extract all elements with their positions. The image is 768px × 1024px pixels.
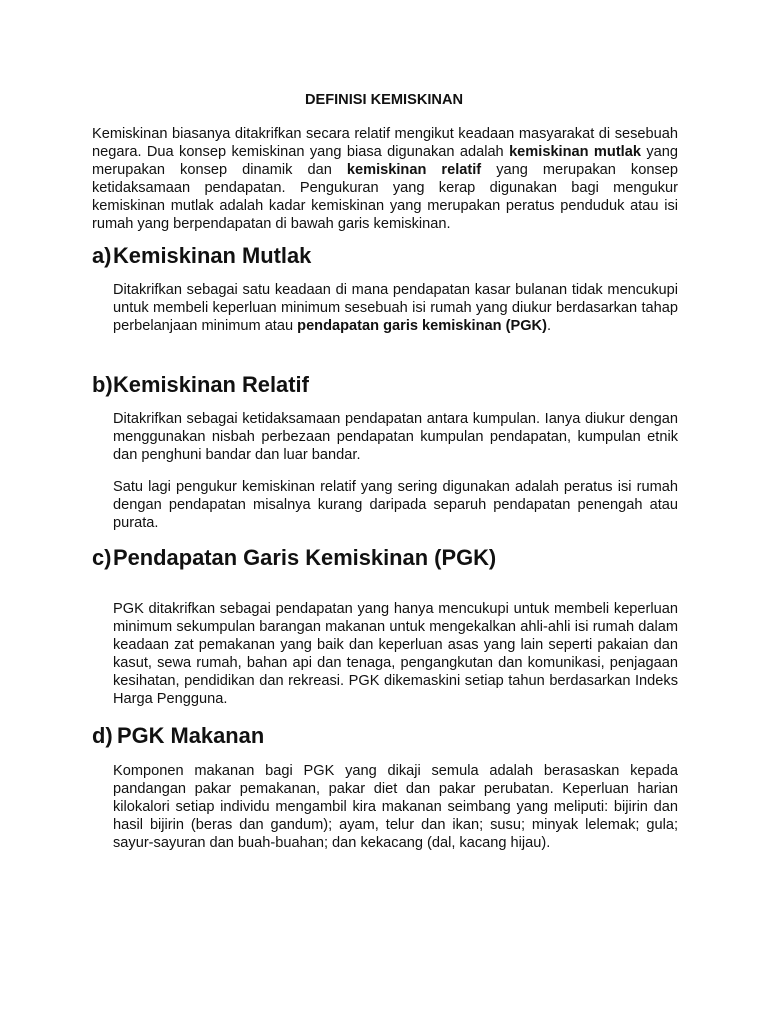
section-c-title: Pendapatan Garis Kemiskinan (PGK) (113, 545, 497, 570)
page-title: DEFINISI KEMISKINAN (304, 92, 464, 108)
section-c-heading (92, 545, 678, 570)
intro-text-1: Kemiskinan biasanya ditakrifkan secara relatif mengikut keadaan masyarakat di sesebuah negara. Dua konsep kemiskinan yang biasa digunakan adalah (92, 126, 678, 160)
section-b-paragraph-2: Satu lagi pengukur kemiskinan relatif yang sering digunakan adalah peratus isi rumah dengan pendapatan misalnya kurang daripada separuh pendapatan penengah atau purata. (113, 479, 678, 531)
section-a-bold-pgk: pendapatan garis kemiskinan (PGK) (297, 318, 547, 334)
section-d-heading (92, 723, 678, 748)
intro-text-3: yang merupakan konsep ketidaksamaan pendapatan. Pengukuran yang kerap digunakan bagi mengukur kemiskinan mutlak adalah kadar kemiskinan yang merupakan peratus penduduk atau isi rumah yang berpendapatan di bawah garis kemiskinan. (92, 162, 678, 232)
section-a-heading (92, 243, 678, 268)
intro-bold-relatif: kemiskinan relatif (346, 162, 482, 178)
section-b-paragraph-1: Ditakrifkan sebagai ketidaksamaan pendapatan antara kumpulan. Ianya diukur dengan menggunakan nisbah perbezaan pendapatan kumpulan pendapatan, kumpulan etnik dan penghuni bandar dan luar bandar. (113, 411, 678, 463)
intro-text-2: yang merupakan konsep dinamik dan (92, 144, 679, 178)
section-d-marker: d) (92, 723, 113, 748)
section-a-end: . (546, 318, 552, 334)
intro-bold-mutlak: kemiskinan mutlak (509, 144, 641, 160)
section-d-paragraph: Komponen makanan bagi PGK yang dikaji semula adalah berasaskan kepada pandangan pakar pemakanan, pakar diet dan pakar perubatan. Keperluan harian kilokalori setiap individu mengambil kira makanan seimbang yang meliputi: bijirin dan hasil bijirin (beras dan gandum); ayam, telur dan ikan; susu; minyak lelemak; gula; sayur-sayuran dan buah-buahan; dan kekacang (dal, kacang hijau). (113, 763, 678, 851)
intro-paragraph (92, 125, 678, 233)
section-a-text: Ditakrifkan sebagai satu keadaan di mana pendapatan kasar bulanan tidak mencukupi untuk membeli keperluan minimum sesebuah isi rumah yang diukur berdasarkan tahap perbelanjaan minimum atau (113, 282, 678, 334)
section-d-title: PGK Makanan (117, 723, 265, 748)
section-b-heading (92, 372, 678, 397)
section-c-marker: c) (92, 545, 112, 570)
section-c-paragraph: PGK ditakrifkan sebagai pendapatan yang hanya mencukupi untuk membeli keperluan minimum sekumpulan barangan makanan untuk mengekalkan ahli-ahli isi rumah dalam keadaan zat pemakanan yang baik dan keperluan asas yang lain seperti pakaian dan kasut, sewa rumah, bahan api dan tenaga, pengangkutan dan komunikasi, penjagaan kesihatan, pendidikan dan rekreasi. PGK dikemaskini setiap tahun berdasarkan Indeks Harga Pengguna. (113, 601, 678, 707)
section-a-paragraph (113, 281, 678, 335)
section-a-marker: a) (92, 243, 112, 268)
section-a-title: Kemiskinan Mutlak (113, 243, 312, 268)
section-b-title: Kemiskinan Relatif (113, 372, 309, 397)
section-b-marker: b) (92, 372, 113, 397)
